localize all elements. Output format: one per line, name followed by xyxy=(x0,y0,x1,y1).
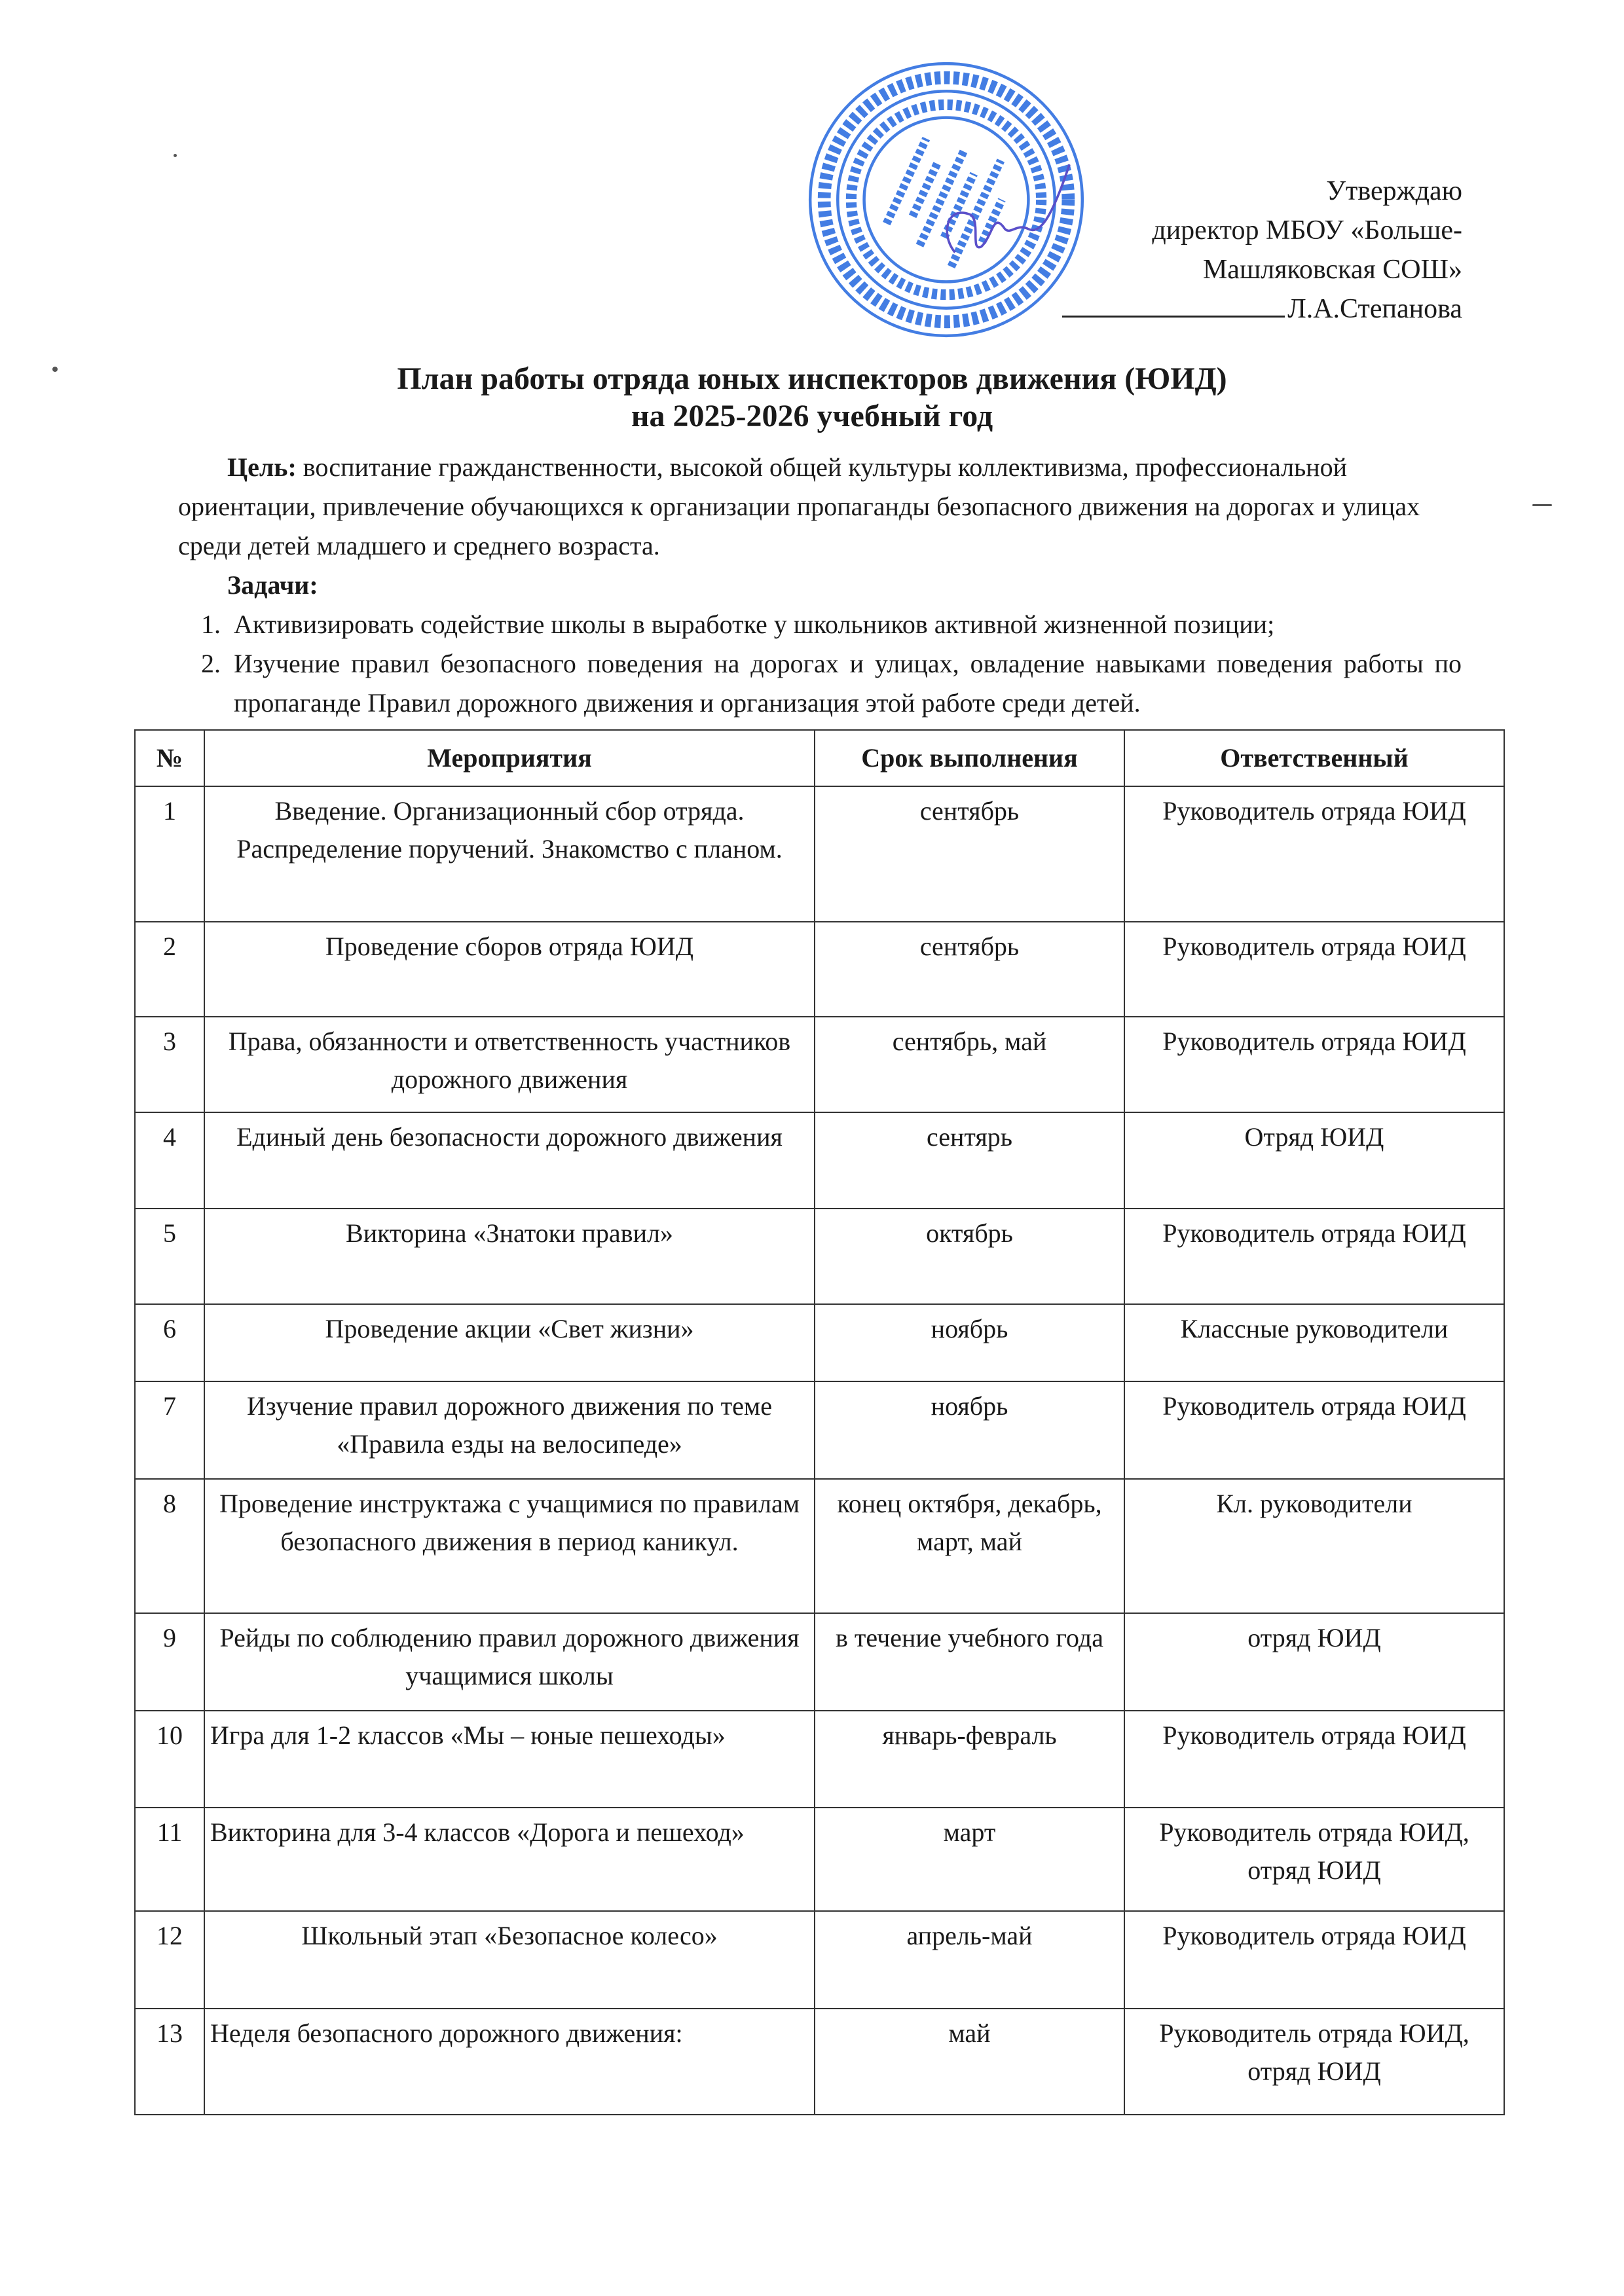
row-term: март xyxy=(815,1808,1124,1911)
row-number: 2 xyxy=(135,922,204,1017)
row-number: 13 xyxy=(135,2009,204,2115)
tasks-label: Задачи: xyxy=(227,570,318,600)
row-event: Игра для 1-2 классов «Мы – юные пешеходы» xyxy=(204,1711,815,1808)
row-term: апрель-май xyxy=(815,1911,1124,2009)
row-term: сентябрь, май xyxy=(815,1017,1124,1112)
table-row xyxy=(135,922,1504,1017)
table-row xyxy=(135,786,1504,922)
table-row xyxy=(135,1381,1504,1479)
tasks-list xyxy=(178,605,1462,723)
row-number: 3 xyxy=(135,1017,204,1112)
goal-paragraph xyxy=(178,448,1462,566)
title-line-2: на 2025-2026 учебный год xyxy=(631,399,993,433)
row-responsible: Руководитель отряда ЮИД, отряд ЮИД xyxy=(1124,2009,1504,2115)
approver-position: директор МБОУ «Больше- xyxy=(1152,215,1462,246)
table-row xyxy=(135,1112,1504,1209)
row-term: май xyxy=(815,2009,1124,2115)
row-event: Викторина для 3-4 классов «Дорога и пешеход» xyxy=(204,1808,815,1911)
row-responsible: Руководитель отряда ЮИД xyxy=(1124,1381,1504,1479)
row-number: 9 xyxy=(135,1613,204,1711)
row-responsible: Отряд ЮИД xyxy=(1124,1112,1504,1209)
goal-text: воспитание гражданственности, высокой общей культуры коллективизма, профессиональной ориентации, привлечение обучающихся к организации пропаганды безопасного движения на дорогах и улицах среди детей младшего и среднего возраста. xyxy=(178,452,1420,560)
row-number: 5 xyxy=(135,1209,204,1304)
row-responsible: Руководитель отряда ЮИД xyxy=(1124,1017,1504,1112)
table-header-row xyxy=(135,730,1504,786)
header-event: Мероприятия xyxy=(204,730,815,786)
row-event: Школьный этап «Безопасное колесо» xyxy=(204,1911,815,2009)
row-responsible: Руководитель отряда ЮИД, отряд ЮИД xyxy=(1124,1808,1504,1911)
header-number: № xyxy=(135,730,204,786)
table-row xyxy=(135,1017,1504,1112)
row-responsible: Руководитель отряда ЮИД xyxy=(1124,1209,1504,1304)
row-event: Викторина «Знатоки правил» xyxy=(204,1209,815,1304)
row-event: Изучение правил дорожного движения по теме «Правила езды на велосипеде» xyxy=(204,1381,815,1479)
row-number: 12 xyxy=(135,1911,204,2009)
document-title xyxy=(0,360,1624,435)
approver-name: Л.А.Степанова xyxy=(1287,294,1462,324)
row-number: 6 xyxy=(135,1304,204,1381)
row-number: 7 xyxy=(135,1381,204,1479)
row-event: Проведение инструктажа с учащимися по правилам безопасного движения в период каникул. xyxy=(204,1479,815,1613)
row-event: Проведение сборов отряда ЮИД xyxy=(204,922,815,1017)
row-event: Неделя безопасного дорожного движения: xyxy=(204,2009,815,2115)
task-item: 1. Активизировать содействие школы в выработке у школьников активной жизненной позиции; xyxy=(227,605,1462,644)
activities-table xyxy=(134,729,1505,2115)
table-row xyxy=(135,1209,1504,1304)
row-term: в течение учебного года xyxy=(815,1613,1124,1711)
table-row xyxy=(135,1304,1504,1381)
row-event: Рейды по соблюдению правил дорожного движения учащимися школы xyxy=(204,1613,815,1711)
row-responsible: Классные руководители xyxy=(1124,1304,1504,1381)
table-row xyxy=(135,1808,1504,1911)
row-responsible: Руководитель отряда ЮИД xyxy=(1124,1711,1504,1808)
row-event: Единый день безопасности дорожного движения xyxy=(204,1112,815,1209)
task-item: 2. Изучение правил безопасного поведения на дорогах и улицах, овладение навыками поведения работы по пропаганде Правил дорожного движения и организация этой работе среди детей. xyxy=(227,644,1462,723)
signature-line xyxy=(1062,289,1285,318)
row-number: 1 xyxy=(135,786,204,922)
row-term: сентярь xyxy=(815,1112,1124,1209)
row-responsible: Руководитель отряда ЮИД xyxy=(1124,786,1504,922)
table-row xyxy=(135,1613,1504,1711)
approval-heading: Утверждаю xyxy=(1326,176,1462,206)
row-term: сентябрь xyxy=(815,922,1124,1017)
approval-block xyxy=(1062,172,1462,329)
table-row xyxy=(135,1711,1504,1808)
document-header xyxy=(0,0,1624,354)
row-term: октябрь xyxy=(815,1209,1124,1304)
row-number: 10 xyxy=(135,1711,204,1808)
header-term: Срок выполнения xyxy=(815,730,1124,786)
row-term: сентябрь xyxy=(815,786,1124,922)
row-event: Права, обязанности и ответственность участников дорожного движения xyxy=(204,1017,815,1112)
row-term: январь-февраль xyxy=(815,1711,1124,1808)
row-term: конец октября, декабрь, март, май xyxy=(815,1479,1124,1613)
header-responsible: Ответственный xyxy=(1124,730,1504,786)
table-row xyxy=(135,2009,1504,2115)
row-number: 8 xyxy=(135,1479,204,1613)
goal-label: Цель: xyxy=(227,452,297,482)
row-responsible: Кл. руководители xyxy=(1124,1479,1504,1613)
row-term: ноябрь xyxy=(815,1381,1124,1479)
table-row xyxy=(135,1479,1504,1613)
row-term: ноябрь xyxy=(815,1304,1124,1381)
row-number: 4 xyxy=(135,1112,204,1209)
row-responsible: Руководитель отряда ЮИД xyxy=(1124,922,1504,1017)
row-event: Проведение акции «Свет жизни» xyxy=(204,1304,815,1381)
approver-organization: Машляковская СОШ» xyxy=(1202,255,1462,285)
row-responsible: отряд ЮИД xyxy=(1124,1613,1504,1711)
document-body xyxy=(178,448,1462,723)
row-responsible: Руководитель отряда ЮИД xyxy=(1124,1911,1504,2009)
row-number: 11 xyxy=(135,1808,204,1911)
school-seal-stamp xyxy=(805,59,1087,340)
row-event: Введение. Организационный сбор отряда. Распределение поручений. Знакомство с планом. xyxy=(204,786,815,922)
title-line-1: План работы отряда юных инспекторов движения (ЮИД) xyxy=(397,361,1227,396)
table-row xyxy=(135,1911,1504,2009)
